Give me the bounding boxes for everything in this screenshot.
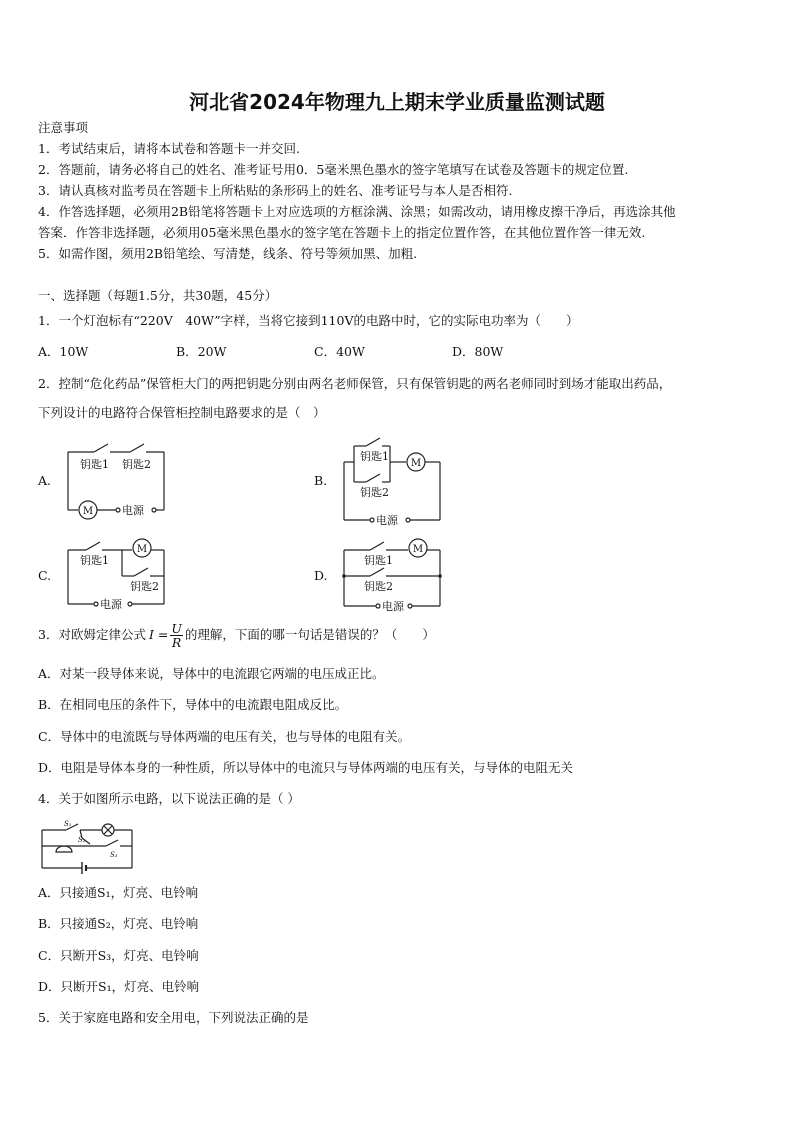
circuit-d-key1: 钥匙1 xyxy=(364,554,393,567)
q2-option-a-label: A. xyxy=(38,473,52,488)
circuit-c-motor: M xyxy=(136,544,148,555)
circuit-a-motor: M xyxy=(82,506,94,517)
q3-option-d: D．电阻是导体本身的一种性质，所以导体中的电流只与导体两端的电压有关，与导体的电阻无关 xyxy=(38,760,574,775)
circuit-a-diagram xyxy=(64,438,174,523)
q3-stem-post: 的理解，下面的哪一句话是错误的？（ ） xyxy=(184,627,435,642)
q4-option-a: A．只接通S₁，灯亮、电铃响 xyxy=(38,885,199,900)
circuit-b-diagram xyxy=(340,432,450,527)
circuit-b-key1: 钥匙1 xyxy=(360,450,389,463)
q1-option-d: D．80W xyxy=(452,344,504,359)
notice-item-3: 3．请认真核对监考员在答题卡上所粘贴的条形码上的姓名、准考证号与本人是否相符. xyxy=(38,183,513,198)
q2-stem-line2: 下列设计的电路符合保管柜控制电路要求的是（ ） xyxy=(38,405,326,420)
circuit-d-key2: 钥匙2 xyxy=(364,580,393,593)
q3-option-c: C．导体中的电流既与导体两端的电压有关，也与导体的电阻有关。 xyxy=(38,729,411,744)
q3-stem-pre: 3．对欧姆定律公式 xyxy=(38,627,146,642)
q5-stem: 5．关于家庭电路和安全用电，下列说法正确的是 xyxy=(38,1010,309,1025)
q2-option-d-label: D. xyxy=(314,568,328,583)
q2-option-c-label: C. xyxy=(38,568,52,583)
circuit-b-power: 电源 xyxy=(376,514,398,527)
notice-item-4: 4．作答选择题，必须用2B铅笔将答题卡上对应选项的方框涂满、涂黑；如需改动，请用橡皮擦干净后，再选涂其他 xyxy=(38,204,676,219)
q4-option-b: B．只接通S₂，灯亮、电铃响 xyxy=(38,916,199,931)
section-heading: 一、选择题（每题1.5分，共30题，45分） xyxy=(38,288,278,303)
q2-stem-line1: 2．控制“危化药品”保管柜大门的两把钥匙分别由两名老师保管，只有保管钥匙的两名老师同时到场才能取出药品， xyxy=(38,376,672,391)
q3-option-b: B．在相同电压的条件下，导体中的电流跟电阻成反比。 xyxy=(38,697,348,712)
circuit-c-diagram xyxy=(64,532,174,612)
page-title: 河北省2024年物理九上期末学业质量监测试题 xyxy=(189,90,605,114)
q1-option-a: A．10W xyxy=(38,344,89,359)
q4-option-d: D．只断开S₁，灯亮、电铃响 xyxy=(38,979,200,994)
notice-heading: 注意事项 xyxy=(38,120,89,135)
circuit-c-power: 电源 xyxy=(100,598,122,611)
q4-s3-label: S₃ xyxy=(110,851,118,859)
q3-formula-denominator: R xyxy=(171,635,182,650)
q1-option-b: B．20W xyxy=(176,344,227,359)
circuit-b-key2: 钥匙2 xyxy=(360,486,389,499)
q4-circuit-diagram xyxy=(38,816,138,874)
circuit-d-motor: M xyxy=(412,544,424,555)
circuit-c-key1: 钥匙1 xyxy=(80,554,109,567)
q3-formula-fraction xyxy=(170,622,183,649)
q3-formula-numerator: U xyxy=(171,621,182,636)
circuit-b-motor: M xyxy=(410,458,422,469)
q4-stem: 4．关于如图所示电路，以下说法正确的是（ ） xyxy=(38,791,300,806)
circuit-a-key1: 钥匙1 xyxy=(80,458,109,471)
circuit-c-key2: 钥匙2 xyxy=(130,580,159,593)
q3-stem xyxy=(38,622,435,652)
circuit-d-diagram xyxy=(340,532,450,614)
q3-formula-lhs: I = xyxy=(148,627,169,642)
q2-option-b-label: B. xyxy=(314,473,328,488)
q4-s1-label: S₁ xyxy=(64,820,72,828)
circuit-a-power: 电源 xyxy=(122,504,144,517)
circuit-a-key2: 钥匙2 xyxy=(122,458,151,471)
q3-option-a: A．对某一段导体来说，导体中的电流跟它两端的电压成正比。 xyxy=(38,666,385,681)
q4-s2-label: S₂ xyxy=(78,836,86,844)
notice-item-1: 1．考试结束后，请将本试卷和答题卡一并交回. xyxy=(38,141,300,156)
q1-stem: 1．一个灯泡标有“220V 40W”字样，当将它接到110V的电路中时，它的实际电功率为（ ） xyxy=(38,313,579,328)
notice-item-5: 5．如需作图，须用2B铅笔绘、写清楚，线条、符号等须加黑、加粗. xyxy=(38,246,418,261)
notice-item-4-cont: 答案．作答非选择题，必须用05毫米黑色墨水的签字笔在答题卡上的指定位置作答，在其他位置作答一律无效. xyxy=(38,225,646,240)
notice-item-2: 2．答题前，请务必将自己的姓名、准考证号用0．5毫米黑色墨水的签字笔填写在试卷及答题卡的规定位置. xyxy=(38,162,629,177)
circuit-d-power: 电源 xyxy=(382,600,404,613)
q1-option-c: C．40W xyxy=(314,344,365,359)
q4-option-c: C．只断开S₃，灯亮、电铃响 xyxy=(38,948,199,963)
